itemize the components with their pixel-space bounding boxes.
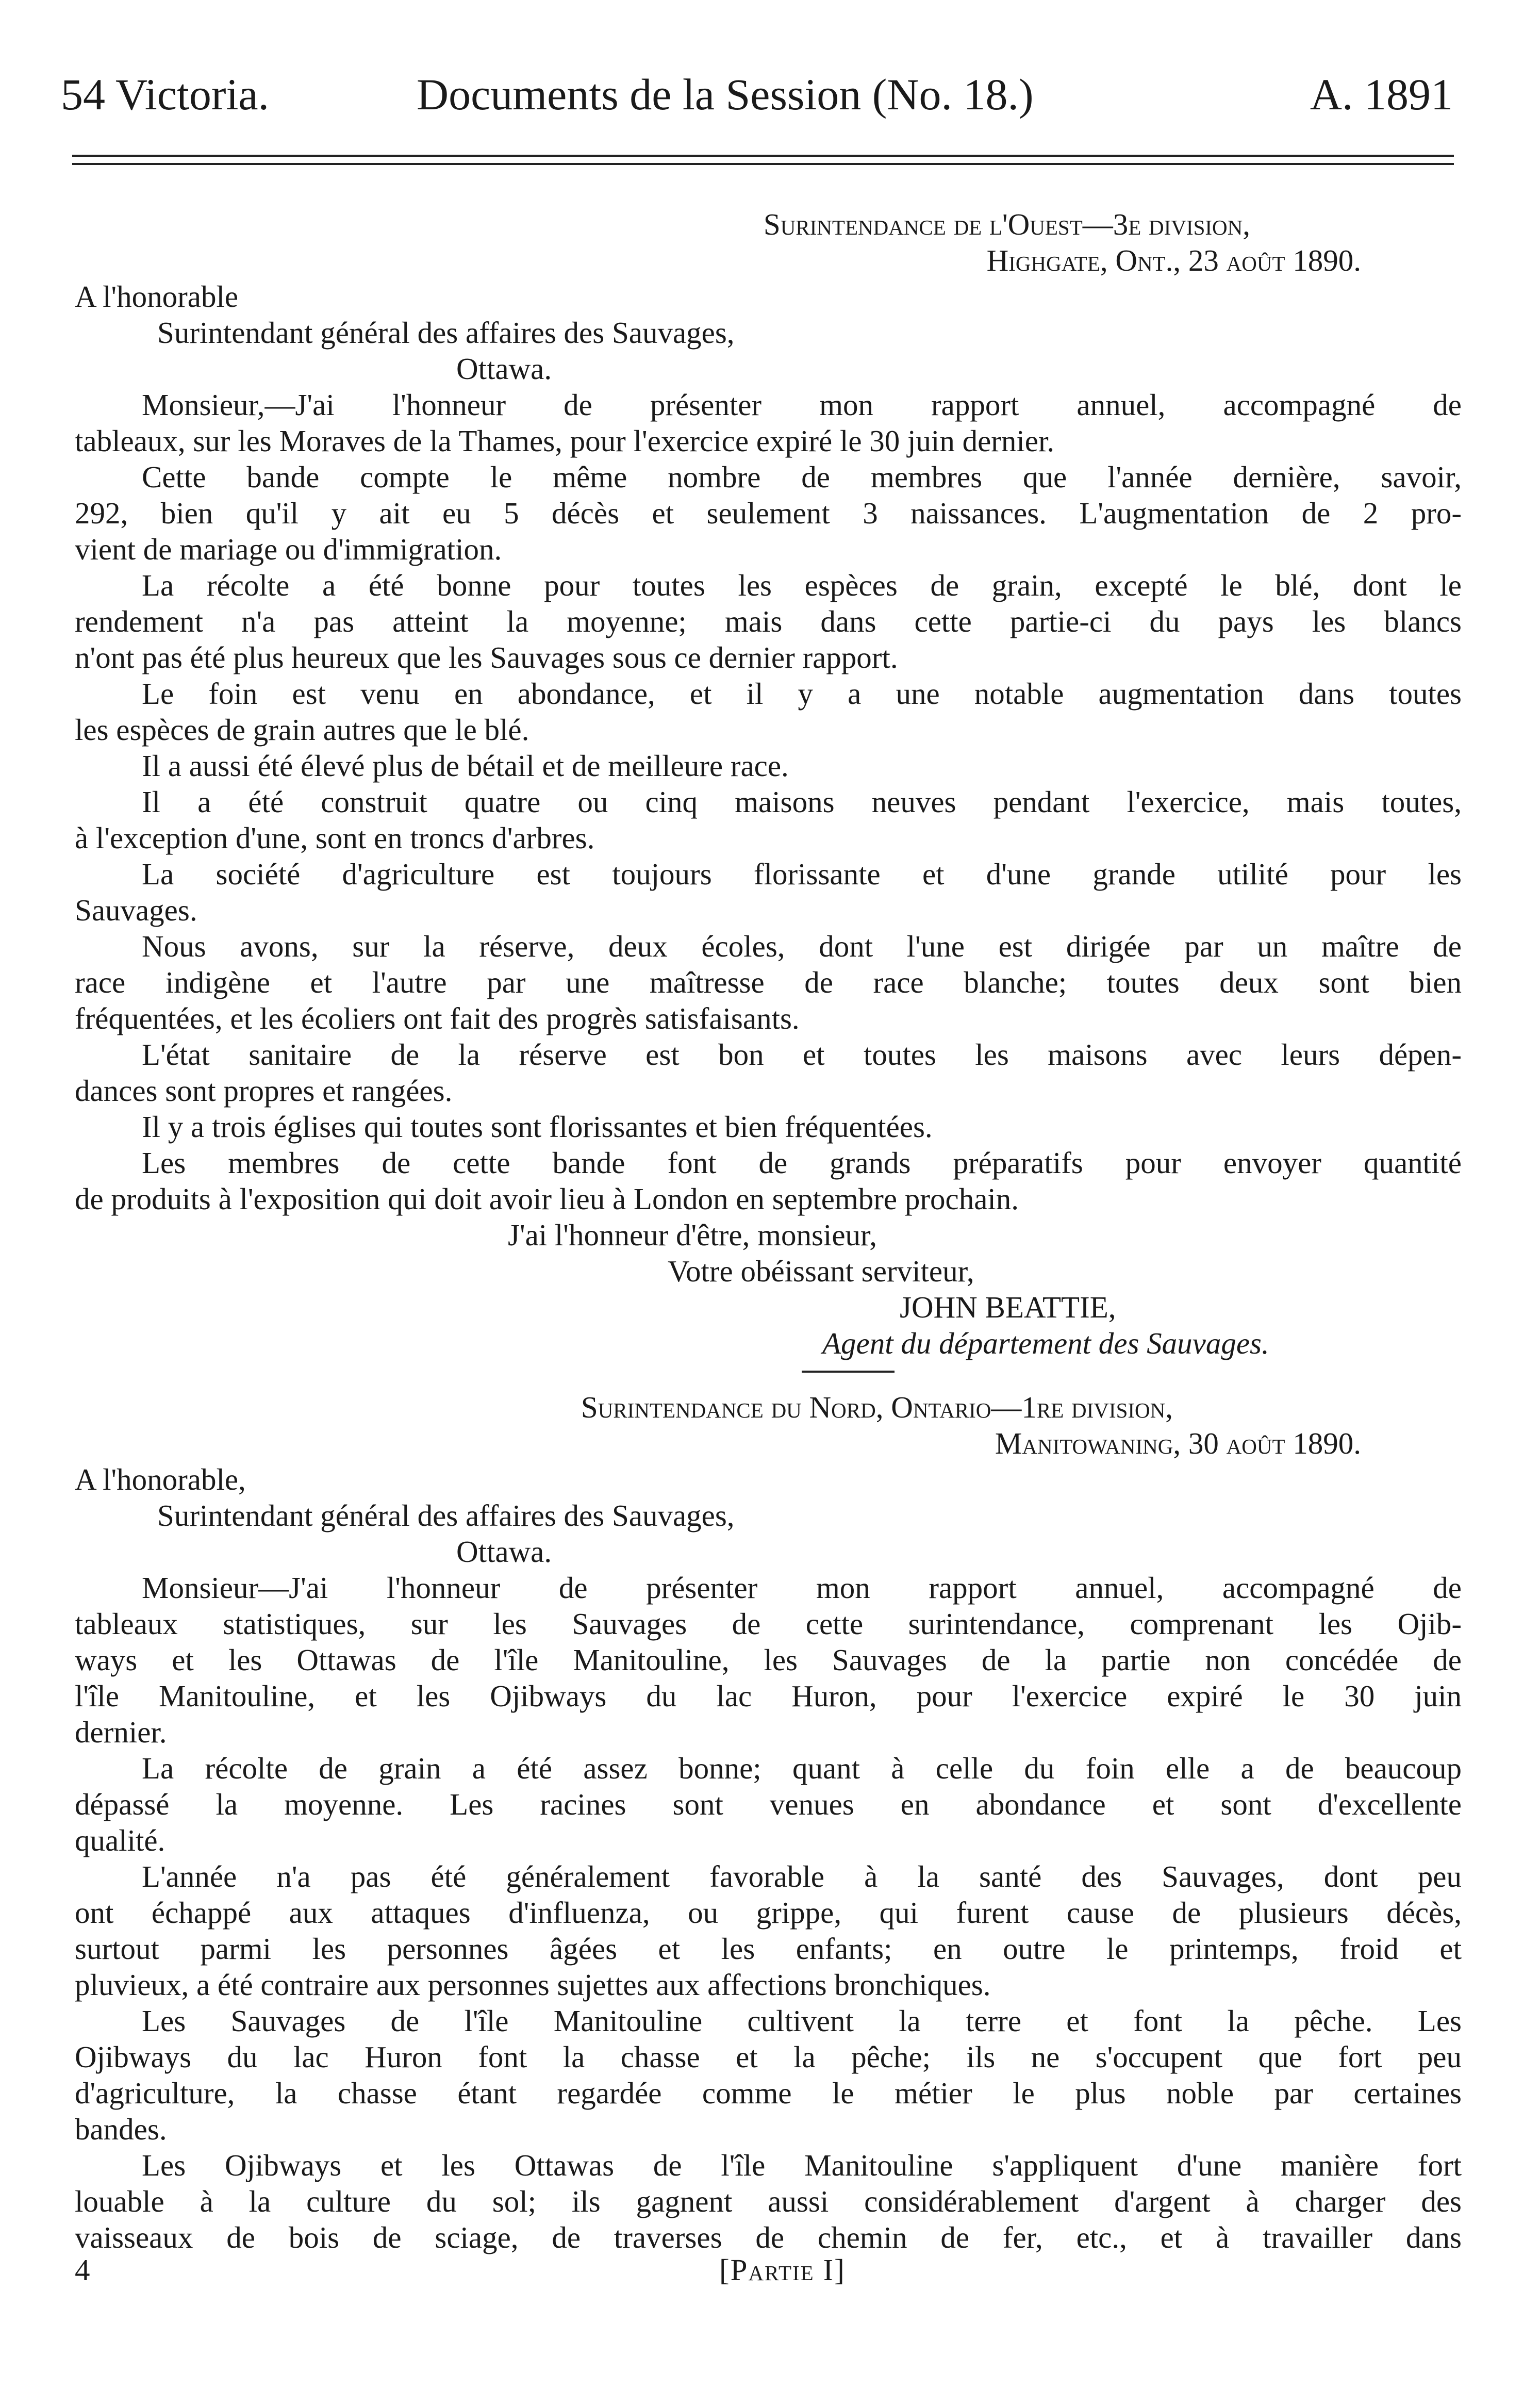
letter2-text-line: tableaux statistiques, sur les Sauvages de cette surintendance, comprenant les Ojib- xyxy=(75,1607,1462,1641)
letter2-text-line: La récolte de grain a été assez bonne; quant à celle du foin elle a de beaucoup xyxy=(142,1751,1462,1785)
letter2-text-line: Ojibways du lac Huron font la chasse et la pêche; ils ne s'occupent que fort peu xyxy=(75,2040,1462,2074)
section-divider xyxy=(802,1371,895,1373)
letter1-text-line: tableaux, sur les Moraves de la Thames, pour l'exercice expiré le 30 juin dernier. xyxy=(75,424,1055,458)
letter1-text-line: les espèces de grain autres que le blé. xyxy=(75,713,529,747)
letter2-text-line: Monsieur—J'ai l'honneur de présenter mon rapport annuel, accompagné de xyxy=(142,1571,1462,1605)
letter2-address-2: Surintendant général des affaires des Sauvages, xyxy=(157,1498,735,1533)
letter1-heading: Surintendance de l'Ouest—3e division, xyxy=(763,207,1250,241)
letter1-servant: Votre obéissant serviteur, xyxy=(668,1254,974,1288)
letter1-text-line: race indigène et l'autre par une maîtresse de race blanche; toutes deux sont bien xyxy=(75,965,1462,999)
letter1-address-3: Ottawa. xyxy=(456,352,552,386)
letter2-dateline xyxy=(75,1425,1462,1461)
letter1-text-line: Les membres de cette bande font de grands préparatifs pour envoyer quantité xyxy=(142,1146,1462,1180)
letter2-text-line: Les Sauvages de l'île Manitouline cultivent la terre et font la pêche. Les xyxy=(142,2004,1462,2038)
letter2-text-line: louable à la culture du sol; ils gagnent aussi considérablement d'argent à charger des xyxy=(75,2184,1462,2218)
letter2-text-line: L'année n'a pas été généralement favorable à la santé des Sauvages, dont peu xyxy=(142,1859,1462,1893)
letter2-address-1: A l'honorable, xyxy=(75,1462,246,1496)
letter2-body xyxy=(75,1570,1462,2255)
letter1-text-line: fréquentées, et les écoliers ont fait des progrès satisfaisants. xyxy=(75,1001,800,1035)
letter1-text-line: Monsieur,—J'ai l'honneur de présenter mon rapport annuel, accompagné de xyxy=(142,388,1462,422)
letter1-text-line: Le foin est venu en abondance, et il y a une notable augmentation dans toutes xyxy=(142,677,1462,711)
body-text xyxy=(75,206,1462,2255)
letter2-text-line: l'île Manitouline, et les Ojibways du lac Huron, pour l'exercice expiré le 30 juin xyxy=(75,1679,1462,1713)
header-rule-top xyxy=(72,155,1454,157)
letter1-text-line: à l'exception d'une, sont en troncs d'arbres. xyxy=(75,821,595,855)
letter1-text-line: de produits à l'exposition qui doit avoir lieu à London en septembre prochain. xyxy=(75,1182,1019,1216)
letter2-text-line: qualité. xyxy=(75,1823,165,1857)
letter1-closing: J'ai l'honneur d'être, monsieur, xyxy=(508,1218,877,1252)
part-label: [Partie I] xyxy=(719,2253,846,2287)
letter1-signer-title: Agent du département des Sauvages. xyxy=(822,1326,1269,1360)
letter1-text-line: La récolte a été bonne pour toutes les espèces de grain, excepté le blé, dont le xyxy=(142,568,1462,602)
letter2-text-line: vaisseaux de bois de sciage, de traverses de chemin de fer, etc., et à travailler dans xyxy=(75,2220,1462,2254)
letter2-text-line: dernier. xyxy=(75,1715,167,1749)
letter1-text-line: n'ont pas été plus heureux que les Sauvages sous ce dernier rapport. xyxy=(75,640,898,674)
letter2-text-line: d'agriculture, la chasse étant regardée comme le métier le plus noble par certaines xyxy=(75,2076,1462,2110)
header-year: A. 1891 xyxy=(1310,70,1453,119)
letter1-text-line: Nous avons, sur la réserve, deux écoles, dont l'une est dirigée par un maître de xyxy=(142,929,1462,963)
letter1-text-line: dances sont propres et rangées. xyxy=(75,1074,453,1108)
header-title: Documents de la Session (No. 18.) xyxy=(417,70,1034,119)
letter1-dateline xyxy=(75,242,1462,278)
letter1-signature: JOHN BEATTIE, xyxy=(900,1290,1116,1324)
letter2-address-3: Ottawa. xyxy=(456,1535,552,1569)
letter2-heading: Surintendance du Nord, Ontario—1re division, xyxy=(581,1390,1173,1424)
letter2-text-line: bandes. xyxy=(75,2112,167,2146)
letter1-body xyxy=(75,387,1462,1217)
letter1-text-line: L'état sanitaire de la réserve est bon et toutes les maisons avec leurs dépen- xyxy=(142,1037,1462,1072)
letter2-text-line: surtout parmi les personnes âgées et les enfants; en outre le printemps, froid et xyxy=(75,1932,1462,1966)
letter1-text-line: Il y a trois églises qui toutes sont florissantes et bien fréquentées. xyxy=(142,1110,933,1144)
letter2-text-line: ont échappé aux attaques d'influenza, ou grippe, qui furent cause de plusieurs décès, xyxy=(75,1896,1462,1930)
running-header xyxy=(61,66,1453,123)
header-volume: 54 Victoria. xyxy=(61,70,270,119)
letter1-text-line: vient de mariage ou d'immigration. xyxy=(75,532,502,566)
letter1-address-1: A l'honorable xyxy=(75,279,239,314)
letter1-dateline-text: Highgate, Ont., 23 août 1890. xyxy=(986,243,1361,277)
header-rule-bottom xyxy=(72,163,1454,165)
letter2-dateline-text: Manitowaning, 30 août 1890. xyxy=(995,1426,1361,1460)
letter2-text-line: pluvieux, a été contraire aux personnes sujettes aux affections bronchiques. xyxy=(75,1968,991,2002)
letter2-text-line: ways et les Ottawas de l'île Manitouline, les Sauvages de la partie non concédée de xyxy=(75,1643,1462,1677)
letter2-text-line: Les Ojibways et les Ottawas de l'île Manitouline s'appliquent d'une manière fort xyxy=(142,2148,1462,2182)
letter1-text-line: Cette bande compte le même nombre de membres que l'année dernière, savoir, xyxy=(142,460,1462,494)
letter1-text-line: Il a été construit quatre ou cinq maisons neuves pendant l'exercice, mais toutes, xyxy=(142,785,1462,819)
letter1-text-line: 292, bien qu'il y ait eu 5 décès et seulement 3 naissances. L'augmentation de 2 pro- xyxy=(75,496,1462,530)
letter1-address-2: Surintendant général des affaires des Sauvages, xyxy=(157,316,735,350)
letter1-text-line: La société d'agriculture est toujours florissante et d'une grande utilité pour les xyxy=(142,857,1462,891)
letter1-text-line: rendement n'a pas atteint la moyenne; mais dans cette partie-ci du pays les blancs xyxy=(75,604,1462,638)
letter1-text-line: Sauvages. xyxy=(75,893,197,927)
letter1-text-line: Il a aussi été élevé plus de bétail et de meilleure race. xyxy=(142,749,789,783)
page-number: 4 xyxy=(75,2253,90,2287)
letter2-text-line: dépassé la moyenne. Les racines sont venues en abondance et sont d'excellente xyxy=(75,1787,1462,1821)
page-footer xyxy=(75,2249,1462,2291)
